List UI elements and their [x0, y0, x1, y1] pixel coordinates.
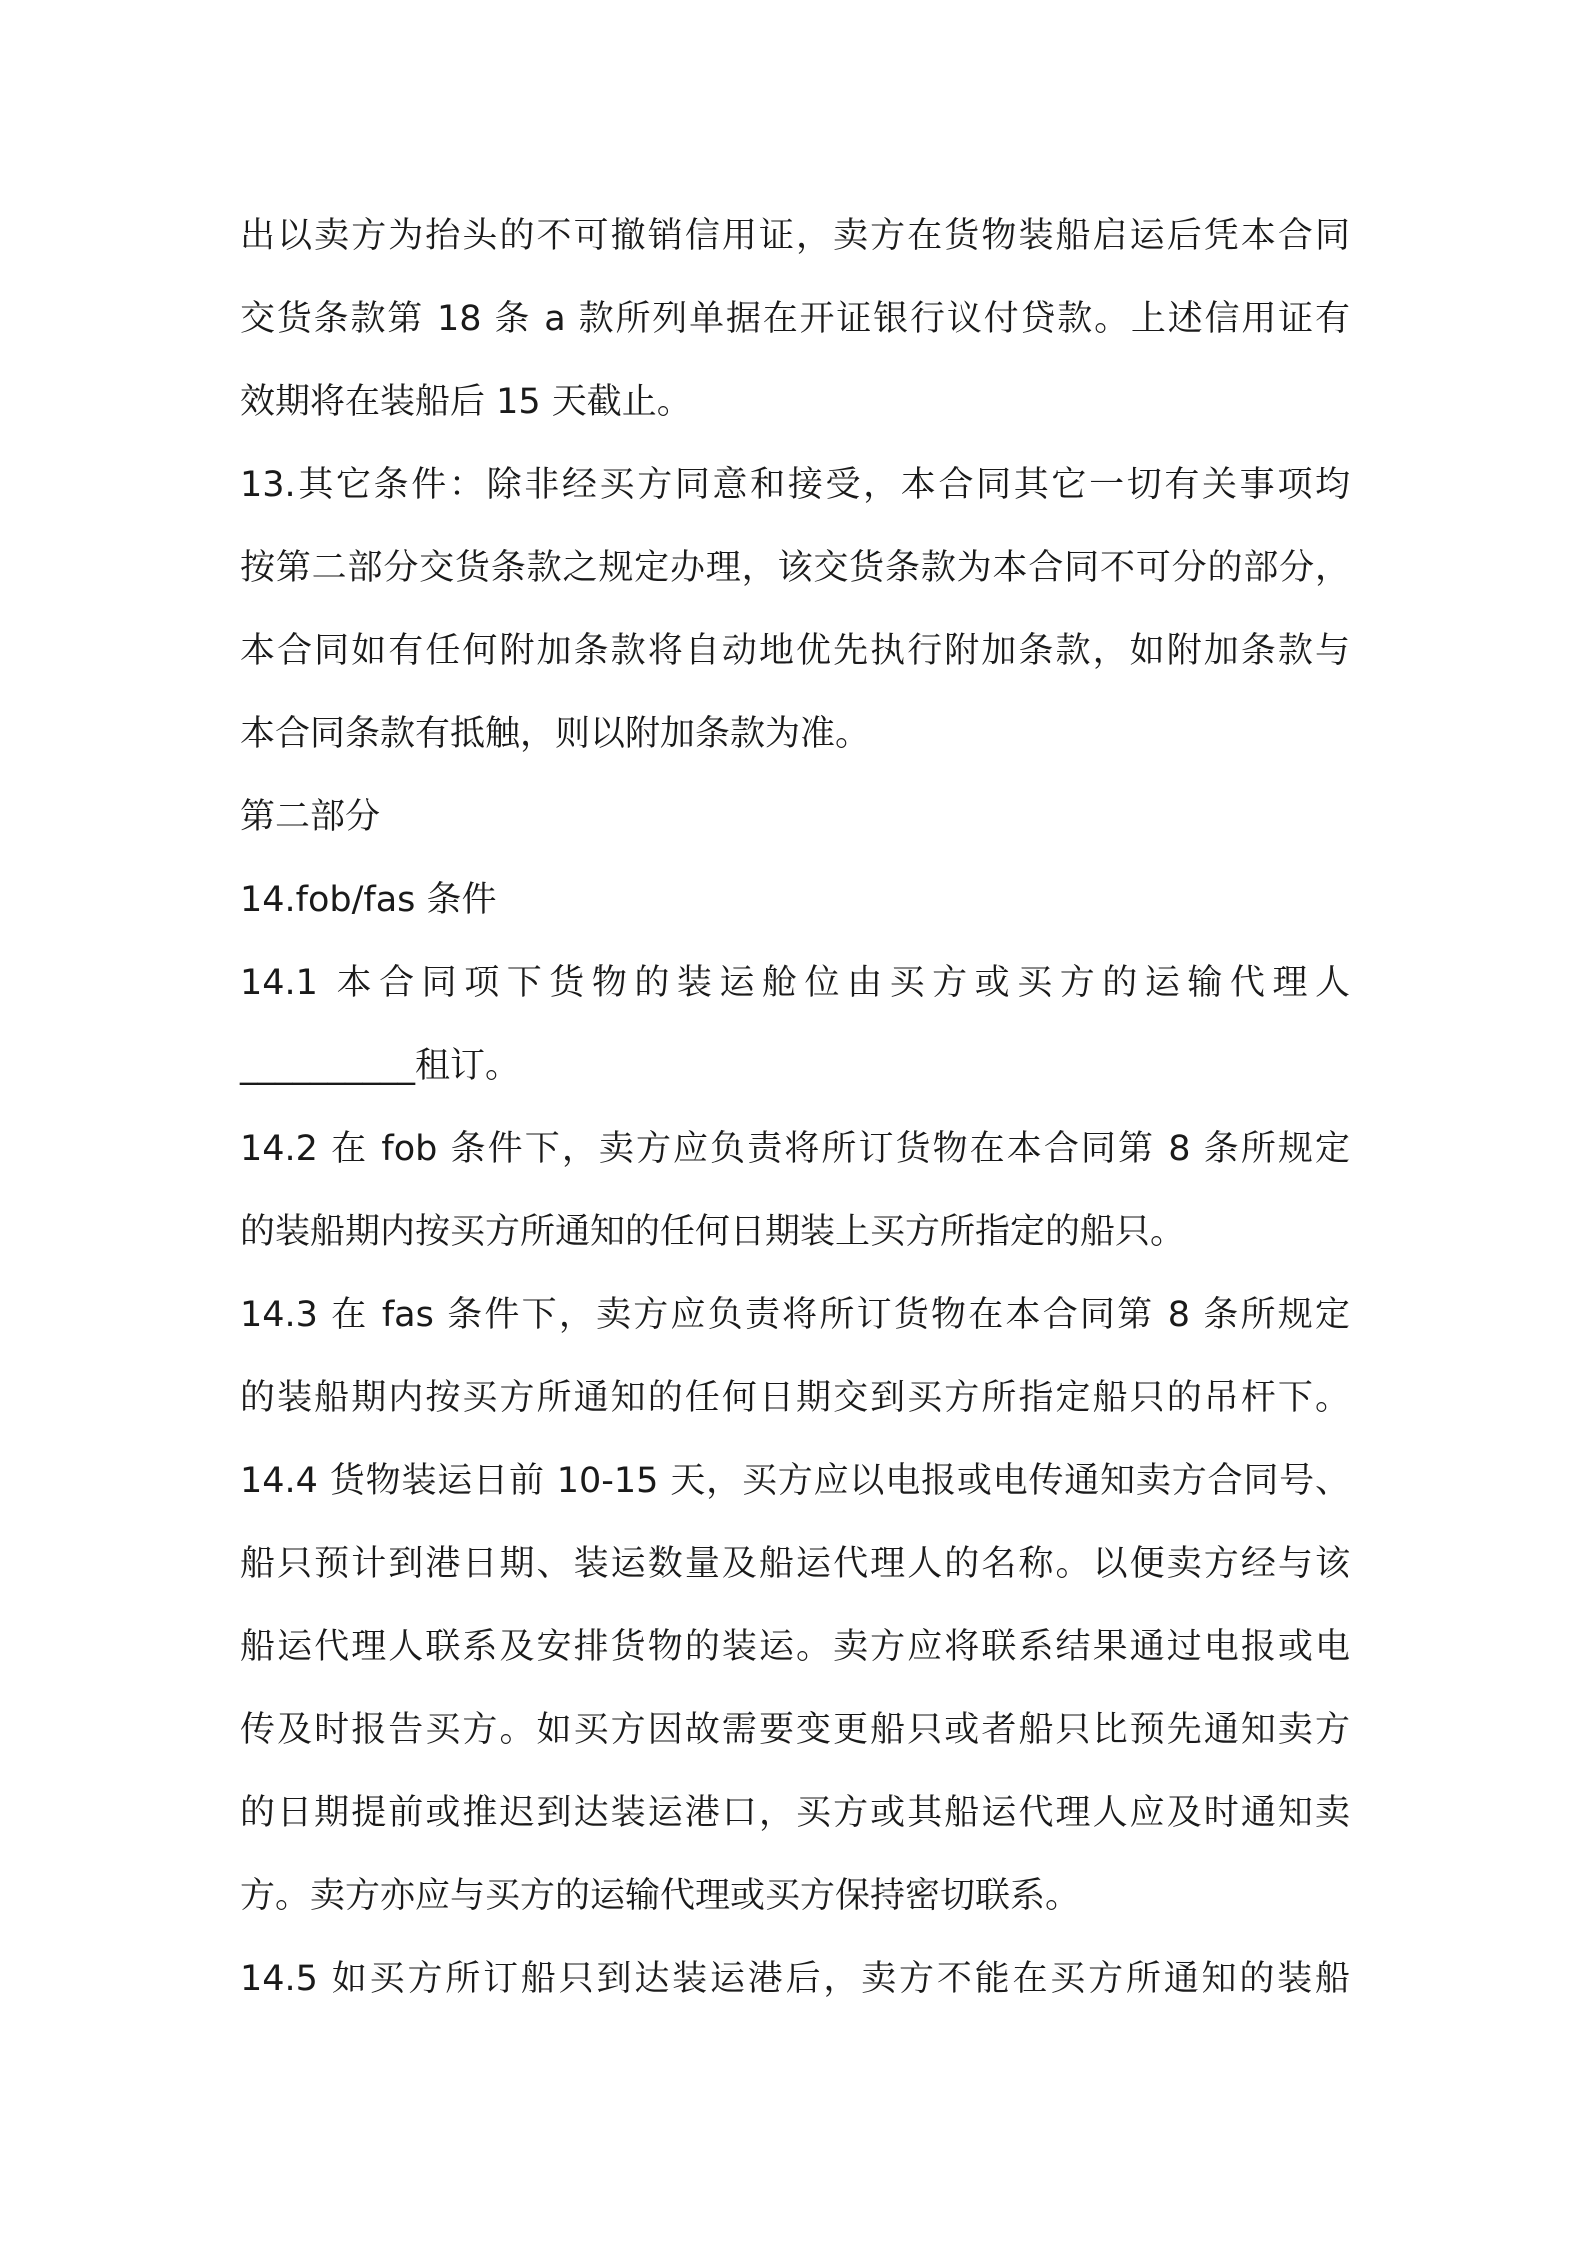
text-line: 本合同如有任何附加条款将自动地优先执行附加条款，如附加条款与 [240, 631, 1350, 671]
text-line: 14.2 在 fob 条件下，卖方应负责将所订货物在本合同第 8 条所规定 [240, 1129, 1350, 1169]
clause-heading: 14.fob/fas 条件 [240, 880, 497, 920]
text-line: __________租订。 [240, 1046, 521, 1086]
text-line: 效期将在装船后 15 天截止。 [240, 382, 692, 422]
section-heading: 第二部分 [240, 797, 381, 837]
text-line: 船只预计到港日期、装运数量及船运代理人的名称。以便卖方经与该 [240, 1544, 1350, 1584]
text-line: 14.3 在 fas 条件下，卖方应负责将所订货物在本合同第 8 条所规定 [240, 1295, 1350, 1335]
text-line: 13.其它条件：除非经买方同意和接受，本合同其它一切有关事项均 [240, 465, 1350, 505]
text-line: 交货条款第 18 条 a 款所列单据在开证银行议付贷款。上述信用证有 [240, 299, 1350, 339]
text-line: 的装船期内按买方所通知的任何日期装上买方所指定的船只。 [240, 1212, 1186, 1252]
text-line: 14.5 如买方所订船只到达装运港后，卖方不能在买方所通知的装船 [240, 1959, 1350, 1999]
text-line: 方。卖方亦应与买方的运输代理或买方保持密切联系。 [240, 1876, 1081, 1916]
text-line: 按第二部分交货条款之规定办理，该交货条款为本合同不可分的部分， [240, 548, 1350, 588]
text-line: 传及时报告买方。如买方因故需要变更船只或者船只比预先通知卖方 [240, 1710, 1350, 1750]
text-line: 的日期提前或推迟到达装运港口，买方或其船运代理人应及时通知卖 [240, 1793, 1350, 1833]
text-line: 的装船期内按买方所通知的任何日期交到买方所指定船只的吊杆下。 [240, 1378, 1350, 1418]
text-line: 14.1 本合同项下货物的装运舱位由买方或买方的运输代理人 [240, 963, 1350, 1003]
text-line: 船运代理人联系及安排货物的装运。卖方应将联系结果通过电报或电 [240, 1627, 1350, 1667]
text-line: 本合同条款有抵触，则以附加条款为准。 [240, 714, 871, 754]
text-line: 出以卖方为抬头的不可撤销信用证，卖方在货物装船启运后凭本合同 [240, 216, 1350, 256]
document-body [240, 195, 1360, 2021]
text-line: 14.4 货物装运日前 10-15 天，买方应以电报或电传通知卖方合同号、 [240, 1461, 1350, 1501]
